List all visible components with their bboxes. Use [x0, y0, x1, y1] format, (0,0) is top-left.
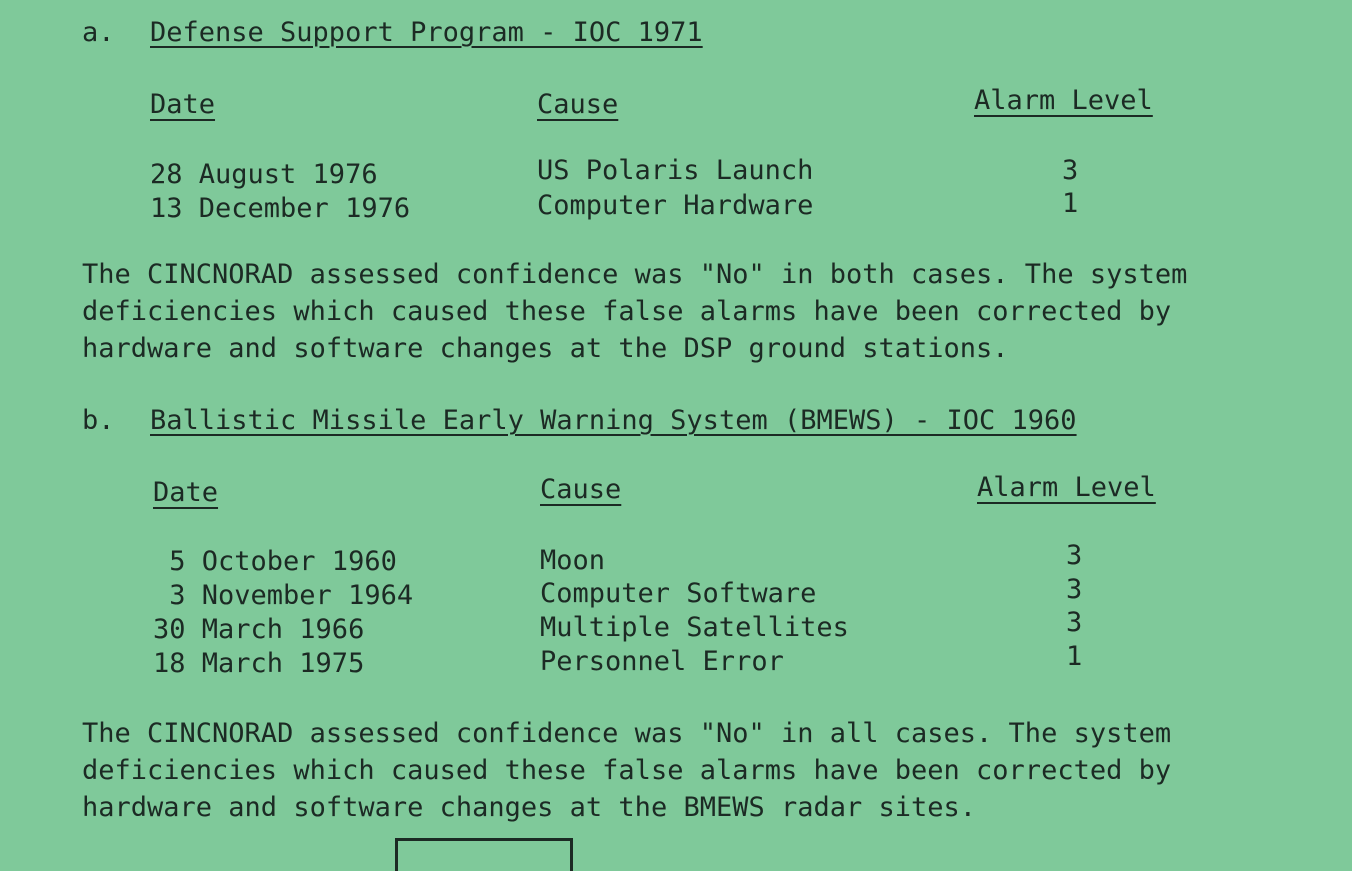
- section-b-row-4-date: 18 March 1975: [153, 648, 365, 679]
- section-b-row-1-cause: Moon: [540, 545, 606, 576]
- section-a-paragraph-line-1: The CINCNORAD assessed confidence was "No" in both cases. The system: [82, 259, 1188, 290]
- section-a-heading: [82, 16, 703, 50]
- section-b-row-4-alarm: 1: [1066, 641, 1083, 672]
- section-b-paragraph-line-3: hardware and software changes at the BMEWS radar sites.: [82, 792, 977, 823]
- section-a-paragraph-line-2: deficiencies which caused these false alarms have been corrected by: [82, 296, 1172, 327]
- section-a-row-2-date: 13 December 1976: [150, 193, 411, 224]
- section-a-letter: a.: [82, 17, 115, 48]
- section-b-cause-header: Cause: [540, 474, 622, 505]
- section-b-row-2-alarm: 3: [1066, 574, 1083, 605]
- section-b-row-3-alarm: 3: [1066, 607, 1083, 638]
- classification-box: [395, 838, 573, 871]
- section-a-row-1-date: 28 August 1976: [150, 159, 378, 190]
- section-b-paragraph-line-1: The CINCNORAD assessed confidence was "No" in all cases. The system: [82, 718, 1172, 749]
- section-a-title: Defense Support Program - IOC 1971: [150, 17, 703, 48]
- section-b-date-header: Date: [153, 477, 219, 508]
- section-a-date-header: Date: [150, 89, 216, 120]
- section-b-row-1-date: 5 October 1960: [153, 546, 397, 577]
- section-a-row-1-alarm: 3: [1062, 155, 1079, 186]
- section-a-paragraph: [82, 256, 1312, 367]
- section-b-title: Ballistic Missile Early Warning System (BMEWS) - IOC 1960: [150, 405, 1077, 436]
- section-a-alarm-header: Alarm Level: [974, 85, 1153, 116]
- section-b-heading: [82, 404, 1077, 438]
- section-b-row-1-alarm: 3: [1066, 540, 1083, 571]
- section-b-paragraph: [82, 715, 1312, 826]
- section-a-row-2-alarm: 1: [1062, 188, 1079, 219]
- section-b-row-4-cause: Personnel Error: [540, 646, 784, 677]
- section-a-cause-header: Cause: [537, 89, 619, 120]
- section-b-row-2-date: 3 November 1964: [153, 580, 414, 611]
- section-b-paragraph-line-2: deficiencies which caused these false alarms have been corrected by: [82, 755, 1172, 786]
- section-b-alarm-header: Alarm Level: [977, 472, 1156, 503]
- section-a-row-1-cause: US Polaris Launch: [537, 155, 814, 186]
- section-b-row-3-date: 30 March 1966: [153, 614, 365, 645]
- section-b-letter: b.: [82, 405, 115, 436]
- section-a-paragraph-line-3: hardware and software changes at the DSP ground stations.: [82, 333, 1009, 364]
- section-b-row-2-cause: Computer Software: [540, 578, 817, 609]
- section-b-row-3-cause: Multiple Satellites: [540, 612, 849, 643]
- section-a-row-2-cause: Computer Hardware: [537, 190, 814, 221]
